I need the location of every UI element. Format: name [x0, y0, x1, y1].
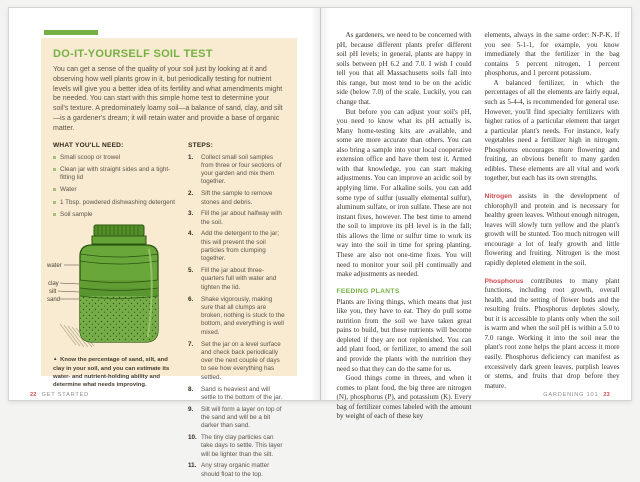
step-text: The tiny clay particles can take days to settle. This layer will be lighter than the silt. — [201, 433, 283, 458]
box-intro: You can get a sense of the quality of your soil just by looking at it and observing how well plants grow in it, but periodically testing for nutrient levels will give you a better idea of its fertility and what amendments might be needed. You can start with this simple home test to determine your soil's texture. A predominately loamy soil—a balance of sand, clay, and silt—is a gardener's dream; it will retain water and provide a base of organic matter. — [53, 66, 283, 132]
step-text: Collect small soil samples from three or four sections of your garden and mix them together. — [201, 153, 282, 186]
body-paragraph: elements, always in the same order: N-P-K. If you see 5-1-1, for example, you know immediately that the fertilizer in the bag contains 5 percent nitrogen, 1 percent phosphorus, and 1 percent potassium. — [484, 31, 620, 78]
step-number: 6. — [188, 295, 194, 303]
step-item — [188, 230, 285, 263]
jar-illustration-wrap — [46, 224, 177, 353]
bullet-square-icon — [53, 213, 56, 216]
step-item — [188, 406, 285, 431]
body-paragraph: Phosphorus contributes to many plant functions, including root growth, overall health, and the setting of flower buds and the resulting fruits. Phosphorus depletes slowly, but it is accessible to plants only when the soil is warm and when the soil pH is within a 5.0 to 7.0 range. Working it into the soil near the plant's root zone helps the plant access it more easily. Phosphorus deficiency can manifest as excessively dark green leaves, purplish leaves or stems, and fruits that drop before they mature. — [484, 276, 620, 390]
body-paragraph: Nitrogen assists in the development of chlorophyll and protein and is necessary for healthy green leaves. Without enough nitrogen, leaves will slowly turn yellow and the plant's growth will be stunted. Too much nitrogen will encourage a lot of leafy growth and little flowering and fruiting. Nitrogen is the most rapidly depleted element in the soil. — [484, 192, 620, 267]
step-text: Sift the sample to remove stones and debris. — [201, 190, 273, 206]
step-item — [188, 434, 285, 459]
step-item — [188, 341, 285, 382]
lead-word: Phosphorus — [484, 277, 524, 285]
jar-label-clay: clay — [48, 281, 59, 288]
step-text: Fill the jar about three-quarters full with water and tighten the lid. — [201, 267, 277, 291]
need-list — [53, 154, 177, 220]
step-item — [188, 296, 285, 337]
step-text: Set the jar on a level surface and check back periodically over the next couple of days to see how everything has settled. — [201, 340, 281, 381]
need-item-label: 1 Tbsp. powdered dishwashing detergent — [60, 198, 176, 206]
need-item — [53, 199, 177, 207]
step-item — [188, 154, 285, 187]
body-paragraph: Plants are living things, which means that just like you, they have to eat. They do pull some nutrition from the soil we have taken great pains to build, but these nutrients will become depleted if they are not replenished. You can add plant food, or fertilizer, to amend the soil and provide the plants with the nutrition they need so that they can do the same for us. — [336, 297, 472, 373]
step-item — [188, 190, 285, 207]
book-spread — [8, 7, 632, 478]
need-item — [53, 166, 177, 183]
jar-neck-band — [92, 236, 146, 244]
need-item — [53, 186, 177, 194]
jar-label-sand: sand — [47, 297, 61, 304]
step-text: Silt will form a layer on top of the sand and will be a bit darker than sand. — [201, 405, 282, 430]
bullet-square-icon — [53, 156, 56, 159]
need-item-label: Small scoop or trowel — [60, 153, 121, 161]
soil-jar-illustration — [46, 224, 188, 348]
need-heading: WHAT YOU'LL NEED: — [53, 141, 124, 149]
right-column-1 — [337, 31, 472, 422]
step-number: 2. — [188, 190, 194, 198]
step-item — [188, 210, 285, 227]
page-footer-left — [30, 392, 89, 398]
jar-label-water: water — [47, 263, 62, 270]
step-text: Any stray organic matter should float to the top. — [201, 462, 270, 478]
step-number: 1. — [188, 153, 194, 161]
need-item-label: Soil sample — [60, 211, 93, 219]
page-footer-right — [543, 392, 610, 398]
step-number: 10. — [188, 433, 197, 441]
left-page — [9, 8, 320, 478]
step-number: 5. — [188, 267, 194, 275]
feeding-plants-heading: FEEDING PLANTS — [336, 287, 400, 295]
jar-caption-text: Know the percentage of sand, silt, and clay in your soil, and you can estimate its water- and nutrient-holding ability and determine what needs improving. — [53, 357, 170, 388]
right-column-2 — [485, 31, 620, 391]
step-item — [188, 386, 285, 403]
step-item — [188, 462, 285, 479]
page-number: 23 — [603, 392, 610, 398]
right-page — [320, 8, 632, 421]
step-number: 9. — [188, 405, 194, 413]
box-columns — [47, 141, 285, 482]
lead-word: Nitrogen — [484, 193, 512, 200]
jar-label-silt: silt — [49, 289, 57, 296]
step-number: 4. — [188, 230, 194, 238]
step-number: 11. — [188, 462, 197, 470]
step-text: Shake vigorously, making sure that all clumps are broken, nothing is stuck to the bottom, and everything is well mixed. — [201, 295, 285, 336]
caption-arrow-icon: ▲ — [53, 356, 58, 362]
step-text: Add the detergent to the jar; this will prevent the soil particles from clumping together. — [201, 230, 280, 263]
bullet-square-icon — [53, 168, 56, 171]
steps-heading: STEPS: — [188, 141, 214, 149]
step-number: 7. — [188, 340, 194, 348]
body-paragraph: But before you can adjust your soil's pH, you need to know what its pH actually is. Many home-testing kits are available, and some are more accurate than others. You can also bring a sample into your local cooperative extension office and have them test it. Armed with that knowledge, you can start making adjustments. You can improve an acidic soil by applying lime. For alkaline soils, you can add some type of sulfur (usually elemental sulfur), aluminum sulfate, or iron sulfate. These are not instant fixes, however. The best time to amend the soil to improve its pH level is in the fall; this allows the lime or sulfur time to work its way into the soil in time for spring planting. These are also not one-time fixes. You will need to monitor your soil pH continually and make adjustments as needed. — [336, 107, 472, 279]
jar-label-lines — [58, 265, 79, 299]
body-paragraph: Good things come in threes, and when it comes to plant food, the big three are nitrogen (N), phosphorus (P), and potassium (K). Every bag of fertilizer comes labeled with the amount by weight of each of these key — [336, 374, 472, 421]
need-item — [53, 211, 177, 219]
accent-bar — [44, 30, 98, 35]
steps-column — [188, 142, 285, 482]
section-title: GARDENING 101 — [543, 392, 599, 398]
jar-lid — [94, 225, 144, 236]
step-text: Fill the jar about halfway with the soil. — [201, 210, 282, 226]
need-column — [47, 141, 177, 482]
page-number: 22 — [30, 392, 37, 398]
steps-list — [188, 154, 285, 479]
body-paragraph: As gardeners, we need to be concerned with pH, because different plants prefer different soil pH levels; in general, plants are happy in soils between pH 6.2 and 7.0. I wish I could tell you that all Massachusetts soils fall into this range, but most tend to be on the acidic side (below 7.0) of the scale. Luckily, you can change that. — [336, 31, 472, 106]
box-title: DO-IT-YOURSELF SOIL TEST — [53, 48, 213, 60]
step-item — [188, 267, 285, 292]
bullet-square-icon — [53, 201, 56, 204]
need-item — [53, 154, 177, 162]
need-item-label: Clean jar with straight sides and a tight-fitting lid — [60, 165, 171, 182]
jar-caption — [53, 356, 177, 389]
need-item-label: Water — [60, 186, 77, 194]
bullet-square-icon — [53, 188, 56, 191]
body-paragraph: A balanced fertilizer, in which the percentages of all the elements are fairly equal, such as 5-4-4, is recommended for general use. However, you'll find specialty fertilizers with higher ratios of a particular element that target a particular plant's needs. For instance, leafy vegetables need a fertilizer high in nitrogen. Phosphorus encourages more flowering and fruiting, an obvious benefit to many garden edibles. These elements are all vital and work together, but each has its own strengths. — [484, 78, 620, 183]
step-text: Sand is heaviest and will settle to the bottom of the jar. — [201, 385, 283, 401]
step-number: 3. — [188, 210, 194, 218]
section-title: GET STARTED — [41, 392, 89, 398]
step-number: 8. — [188, 385, 194, 393]
